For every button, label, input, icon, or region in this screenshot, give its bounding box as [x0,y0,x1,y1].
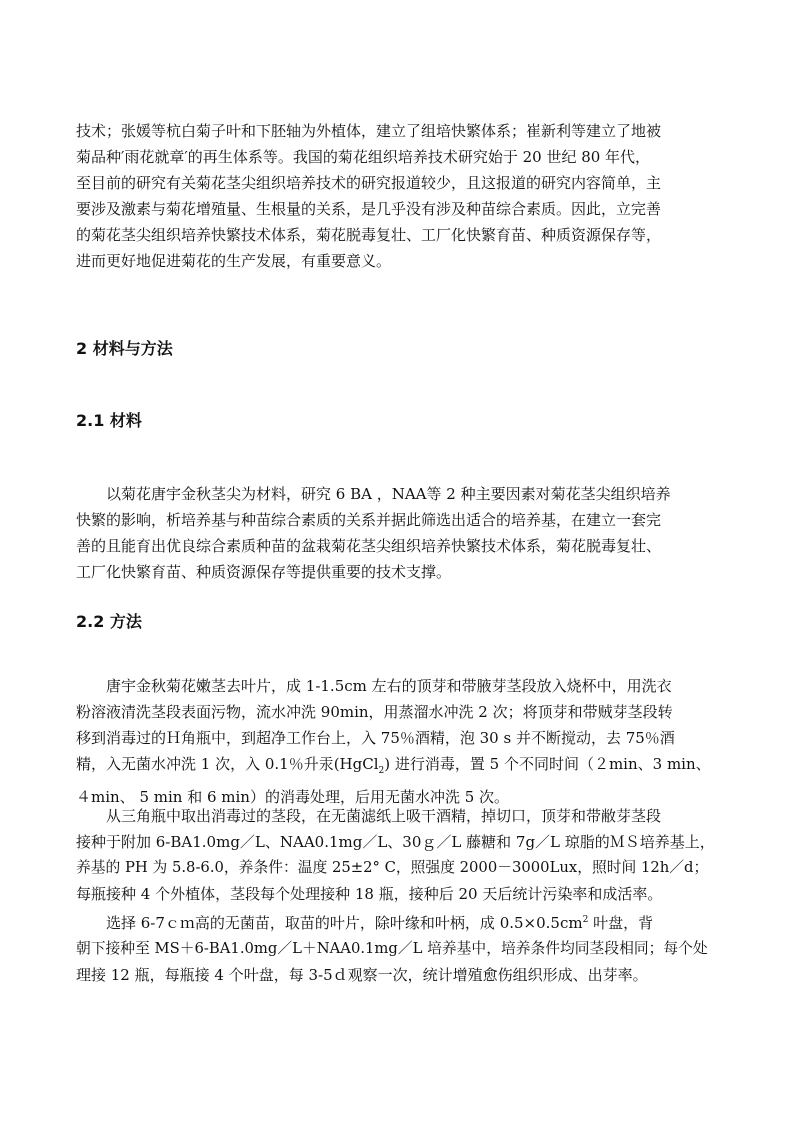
text-line: 粉溶液清洗茎段表面污物，流水冲洗 90min，用蒸溜水冲洗 2 次；将顶芽和带贼芽茎段转 [76,703,673,721]
text-line [76,751,717,784]
text-segment: 叶盘，背 [588,914,654,932]
methods-paragraph-2 [76,803,717,907]
text-segment: ) 进行消毒，置 5 个不同时间（２min、3 min、 [384,755,711,773]
text-line: 工厂化快繁育苗、种质资源保存等提供重要的技术支撑。 [76,563,452,581]
section-heading-methods: 2.2 方法 [76,612,142,631]
text-line: 从三角瓶中取出消毒过的茎段，在无菌滤纸上吸干酒精，掉切口，顶芽和带敝芽茎段 [106,807,662,825]
text-line: 朝下接种至 MS＋6-BA1.0mg／L＋NAA0.1mg／L 培养基中，培养条件均同茎段相同；每个处 [76,940,708,957]
text-line: 菊品种′雨花就章′的再生体系等。我国的菊花组织培养技术研究始于 20 世纪 80 年代， [76,148,651,166]
text-line [76,907,717,936]
text-line: 善的且能育出优良综合素质种苗的盆栽菊花茎尖组织培养快繁技术体系，菊花脱毒复壮、 [76,537,662,555]
text-line: 唐宇金秋菊花嫩茎去叶片，成 1-1.5cm 左右的顶芽和带腋芽茎段放入烧杯中，用洗衣 [106,677,672,695]
text-line: 每瓶接种 4 个外植体，茎段每个处理接种 18 瓶，接种后 20 天后统计污染率和成活率。 [76,885,663,903]
text-segment: 选择 6-7ｃｍ高的无菌苗，取苗的叶片，除叶缘和叶柄，成 0.5×0.5cm [106,914,583,932]
text-segment: 精，入无菌水冲洗 1 次，入 0.1％升汞(HgCl [76,755,379,773]
intro-paragraph [76,118,717,274]
text-line: ４min、 5 min 和 6 min）的消毒处理，后用无菌水冲洗 5 次。 [76,788,510,806]
text-line: 进而更好地促进菊花的生产发展，有重要意义。 [76,252,392,270]
methods-paragraph-1 [76,673,717,810]
section-heading-materials: 2.1 材料 [76,411,142,430]
section-heading-materials-methods: 2 材料与方法 [76,339,173,358]
text-line: 理接 12 瓶，每瓶接 4 个叶盘，每 3-5ｄ观察一次，统计增殖愈伤组织形成、出芽率。 [76,966,648,984]
methods-paragraph-3 [76,907,717,988]
text-line: 至目前的研究有关菊花茎尖组织培养技术的研究报道较少，且这报道的研究内容简单，主 [76,174,662,192]
text-line: 快繁的影响，析培养基与种苗综合素质的关系并据此筛选出适合的培养基，在建立一套完 [76,511,662,529]
text-line: 的菊花茎尖组织培养快繁技术体系，菊花脱毒复壮、工厂化快繁育苗、种质资源保存等， [76,226,662,244]
subscript: 2 [378,766,385,776]
text-line: 接种于附加 6-BA1.0mg／L、NAA0.1mg／L、30ｇ／L 藤糖和 7g／L 琼脂的ＭＳ培养基上， [76,833,715,851]
text-line: 养基的 PH 为 5.8-6.0，养条件：温度 25±2° C，照强度 2000－3000Lux，照时间 12h／d； [76,859,709,876]
superscript: 2 [582,915,589,925]
text-line: 移到消毒过的Ｈ角瓶中，到超净工作台上，入 75％酒精，泡 30 s 并不断搅动，去 75％酒 [76,729,675,747]
text-line: 技术；张媛等杭白菊子叶和下胚轴为外植体，建立了组培快繁体系；崔新利等建立了地被 [76,122,662,140]
text-line: 以菊花唐宇金秋茎尖为材料，研究 6 BA ，NAA等 2 种主要因素对菊花茎尖组织培养 [106,485,671,503]
materials-paragraph [76,481,717,585]
text-line: 要涉及激素与菊花增殖量、生根量的关系，是几乎没有涉及种苗综合素质。因此，立完善 [76,200,662,218]
